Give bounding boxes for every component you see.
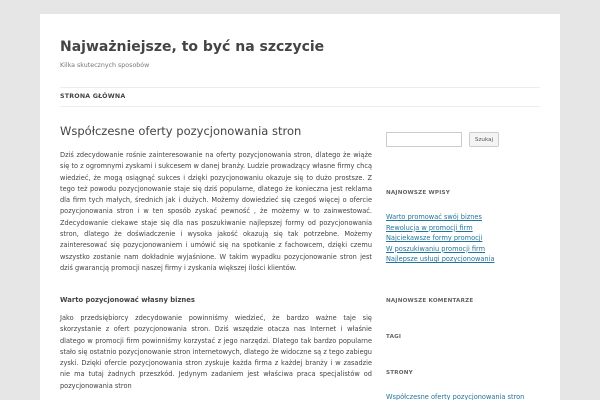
widget-title-recent-posts: NAJNOWSZE WPISY (386, 190, 450, 196)
list-item (386, 223, 494, 234)
article-paragraph-1: Dziś zdecydowanie rośnie zainteresowanie na oferty pozycjonowania stron, dlatego że wiąże się to z ogromnymi zyskami i sukcesem w danej branży. Ludzie prowadzący własne firmy chcą wiedzieć, że mogą osiągnąć sukces i dzięki pozycjonowaniu okazuje się to dużo prostsze. Z tego też powodu pozycjonowanie staje się dziś popularne, dlatego że konieczna jest reklama dla firm tych małych, średnich jak i dużych. Możemy dowiedzieć się czegoś więcej o ofercie pozycjonowania stron i w ten sposób zyskać pewność , że możemy w to zainwestować. Zdecydowanie ciekawe staje się dla nas poszukiwanie najlepszej formy od pozycjonowania stron, dlatego że doświadczenie i wysoka jakość okazują się tak potrzebne. Możemy zainteresować się pozycjonowaniem i umówić się na spotkanie z fachowcem, dzięki czemu wszystko zostanie nam dokładnie wyjaśnione. W takim wypadku pozycjonowanie stron jest dziś gwarancją promocji naszej firmy i zyskania większej ilości klientów. (60, 151, 372, 272)
nav-item-home[interactable]: STRONA GŁÓWNA (60, 93, 126, 100)
article-title[interactable]: Współczesne oferty pozycjonowania stron (60, 124, 302, 138)
page-link[interactable]: Współczesne oferty pozycjonowania stron (386, 393, 525, 400)
article-subheading: Warto pozycjonować własny biznes (60, 296, 195, 304)
widget-title-tags: TAGI (386, 334, 402, 340)
sidebar (386, 132, 546, 400)
list-item (386, 244, 494, 255)
search-button[interactable]: Szukaj (469, 132, 499, 147)
widget-recent-posts (386, 190, 494, 265)
recent-post-link[interactable]: Najciekawsze formy promocji (386, 234, 483, 242)
page-container (40, 14, 560, 400)
article-paragraph-2: Jako przedsiębiorcy zdecydowanie powinniśmy wiedzieć, że bardzo ważne taje się skorzystanie z ofert pozycjonowania stron. Dziś wszędzie otacza nas Internet i właśnie dlatego w promocji firm powinniśmy korzystać z jego narzędzi. Dlatego tak bardzo popularne stało się ostatnio pozycjonowanie stron internetowych, dlatego że widoczne są z tego zabiegu zyski. Dzięki ofercie pozycjonowania stron zyskuje każda firma z każdej branży i w zasadzie nie ma tutaj żadnych przeszkód. Jedynym zadaniem jest właściwa praca specjalistów od pozycjonowania stron (60, 314, 372, 390)
site-title[interactable]: Najważniejsze, to być na szczycie (60, 39, 325, 55)
recent-post-link[interactable]: Warto promować swój biznes (386, 213, 482, 221)
main-content (60, 124, 372, 392)
recent-post-link[interactable]: W poszukiwaniu promocji firm (386, 244, 486, 253)
pages-list (386, 392, 524, 400)
widget-pages (386, 370, 524, 400)
widget-recent-comments (386, 298, 473, 304)
list-item (386, 392, 524, 400)
recent-post-link[interactable]: Rewolucja w promocji firm (386, 223, 473, 232)
search-input[interactable] (386, 132, 462, 147)
site-description: Kilka skutecznych sposobów (60, 62, 150, 69)
widget-title-pages: STRONY (386, 370, 413, 376)
widget-tags (386, 334, 401, 340)
main-navigation (60, 87, 540, 107)
list-item (386, 212, 494, 223)
recent-post-link[interactable]: Najlepsze usługi pozycjonowania (386, 255, 495, 263)
list-item (386, 233, 494, 244)
widget-title-recent-comments: NAJNOWSZE KOMENTARZE (386, 298, 474, 304)
search-form (386, 132, 546, 148)
recent-posts-list (386, 212, 494, 265)
list-item (386, 254, 494, 265)
